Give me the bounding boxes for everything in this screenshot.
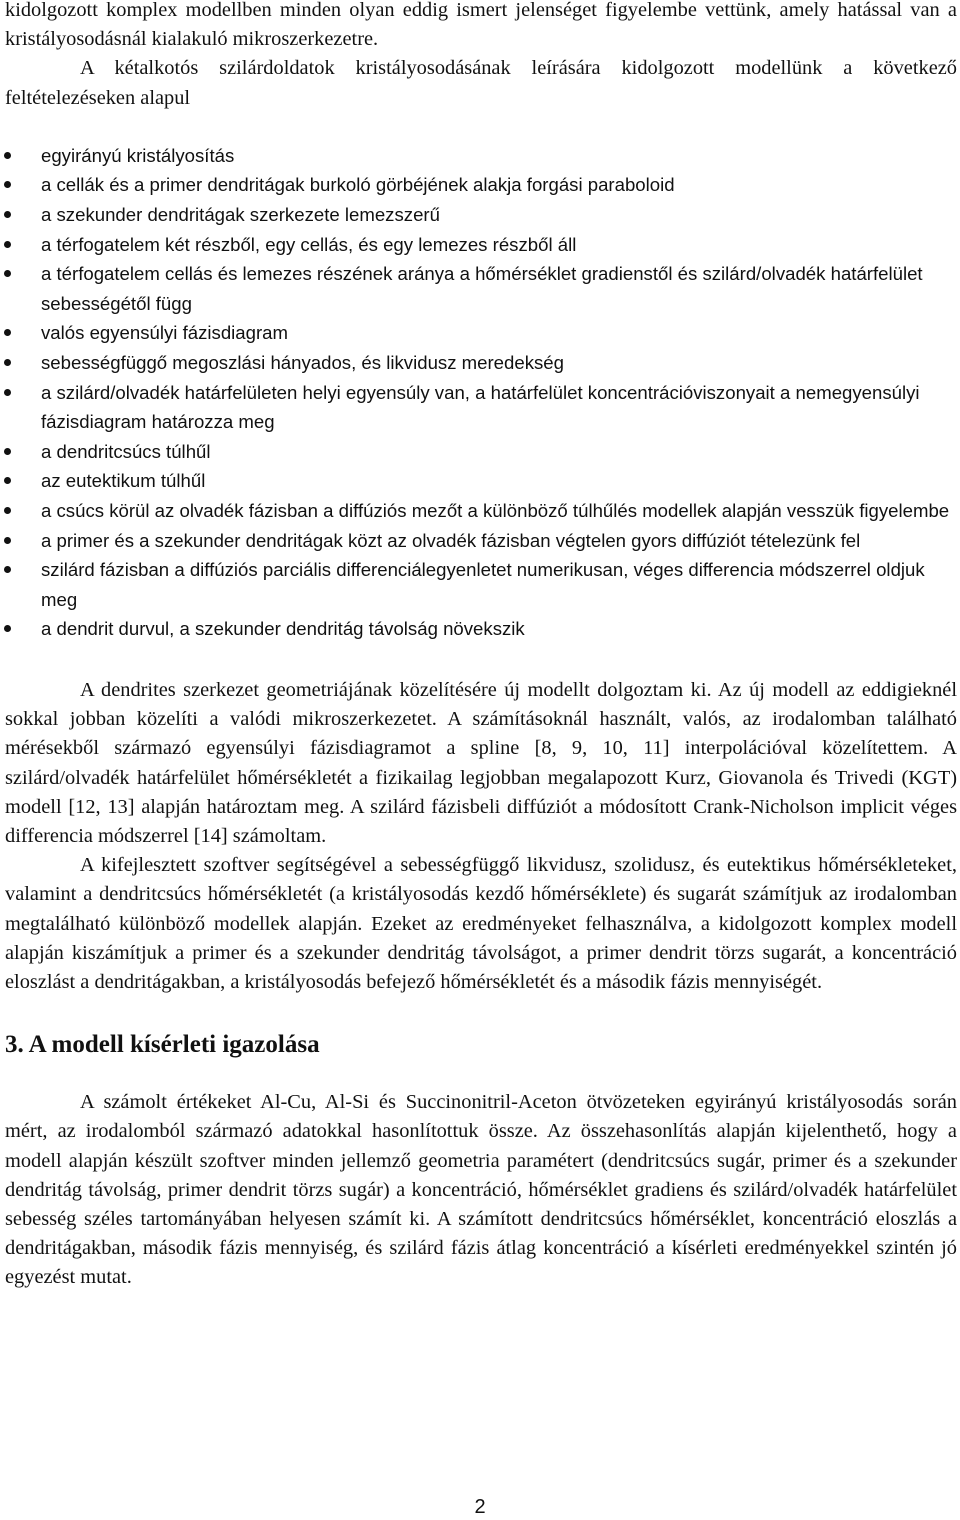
list-item: a dendritcsúcs túlhűl bbox=[5, 437, 957, 467]
intro-continuation-paragraph: kidolgozott komplex modellben minden olyan eddig ismert jelenséget figyelembe vettünk, amely hatással van a kristályosodásnál kialakuló mikroszerkezetre. bbox=[5, 0, 957, 51]
list-item: a szekunder dendritágak szerkezete lemezszerű bbox=[5, 200, 957, 230]
geometry-model-paragraph: A dendrites szerkezet geometriájának közelítésére új modellt dolgoztam ki. Az új modell az eddigieknél sokkal jobban közelíti a valódi mikroszerkezetet. A számításoknál használt, valós, az irodalomban található mérésekből származó egyensúlyi fázisdiagramot a spline [8, 9, 10, 11] interpolációval közelítettem. A szilárd/olvadék határfelület hőmérsékletét a fizikailag legjobban megalapozott Kurz, Giovanola és Trivedi (KGT) modell [12, 13] alapján határoztam meg. A szilárd fázisbeli diffúziót a módosított Crank-Nicholson implicit véges differencia módszerrel [14] számoltam. bbox=[5, 678, 957, 847]
bullet-icon bbox=[4, 270, 11, 277]
software-results-paragraph: A kifejlesztett szoftver segítségével a sebességfüggő likvidusz, szolidusz, és eutektikus hőmérsékleteket, valamint a dendritcsúcs hőmérsékletét (a kristályosodás kezdő hőmérséklete) és sugarát számítjuk az irodalomban megtalálható különböző modellek alapján. Ezeket az eredményeket felhasználva, a kidolgozott komplex modell alapján kiszámítjuk a primer és a szekunder dendritág távolságot, a primer dendrit törzs sugarát, a koncentráció eloszlást a dendritágakban, a kristályosodás befejező hőmérsékletét és a második fázis mennyiségét. bbox=[5, 854, 957, 993]
list-item: valós egyensúlyi fázisdiagram bbox=[5, 318, 957, 348]
assumption-list bbox=[5, 141, 957, 644]
list-item: az eutektikum túlhűl bbox=[5, 466, 957, 496]
section-heading: 3. A modell kísérleti igazolása bbox=[5, 1031, 320, 1059]
list-item: a dendrit durvul, a szekunder dendritág távolság növekszik bbox=[5, 614, 957, 644]
bullet-icon bbox=[4, 477, 11, 484]
validation-paragraph: A számolt értékeket Al-Cu, Al-Si és Succinonitril-Aceton ötvözeteken egyirányú kristályosodás során mért, az irodalomból származó adatokkal hasonlítottuk össze. Az összehasonlítás alapján kijelenthető, hogy a modell alapján készült szoftver minden jellemző geometria paramétert (dendritcsúcs sugár, primer és a szekunder dendritág távolság, primer dendrit törzs sugár) a koncentráció, hőmérséklet gradiens és szilárd/olvadék határfelület sebesség széles tartományában helyesen számít ki. A számított dendritcsúcs hőmérséklet, koncentráció eloszlás a dendritágakban, második fázis mennyiség, és szilárd fázis átlag koncentráció a kísérleti eredményekkel szintén jó egyezést mutat. bbox=[5, 1091, 957, 1289]
bullet-icon bbox=[4, 448, 11, 455]
bullet-icon bbox=[4, 359, 11, 366]
bullet-icon bbox=[4, 537, 11, 544]
list-item: a cellák és a primer dendritágak burkoló görbéjének alakja forgási paraboloid bbox=[5, 170, 957, 200]
list-item: a szilárd/olvadék határfelületen helyi egyensúly van, a határfelület koncentrációviszonyait a nemegyensúlyi fázisdiagram határozza meg bbox=[5, 378, 957, 437]
list-item: a csúcs körül az olvadék fázisban a diffúziós mezőt a különböző túlhűlés modellek alapján vesszük figyelembe bbox=[5, 496, 957, 526]
bullet-icon bbox=[4, 152, 11, 159]
bullet-icon bbox=[4, 329, 11, 336]
bullet-icon bbox=[4, 625, 11, 632]
list-item: egyirányú kristályosítás bbox=[5, 141, 957, 171]
bullet-icon bbox=[4, 211, 11, 218]
list-item: sebességfüggő megoszlási hányados, és likvidusz meredekség bbox=[5, 348, 957, 378]
list-item: a primer és a szekunder dendritágak közt az olvadék fázisban végtelen gyors diffúziót tételezünk fel bbox=[5, 526, 957, 556]
document-page bbox=[5, 0, 957, 1293]
bullet-icon bbox=[4, 566, 11, 573]
model-assumptions-intro: A kétalkotós szilárdoldatok kristályosodásának leírására kidolgozott modellünk a következő feltételezéseken alapul bbox=[5, 57, 957, 109]
bullet-icon bbox=[4, 389, 11, 396]
list-item: a térfogatelem cellás és lemezes részének aránya a hőmérséklet gradienstől és szilárd/olvadék határfelület sebességétől függ bbox=[5, 259, 957, 318]
bullet-icon bbox=[4, 241, 11, 248]
list-item: szilárd fázisban a diffúziós parciális differenciálegyenletet numerikusan, véges differencia módszerrel oldjuk meg bbox=[5, 555, 957, 614]
list-item: a térfogatelem két részből, egy cellás, és egy lemezes részből áll bbox=[5, 230, 957, 260]
page-number: 2 bbox=[474, 1496, 486, 1518]
bullet-icon bbox=[4, 507, 11, 514]
bullet-icon bbox=[4, 181, 11, 188]
